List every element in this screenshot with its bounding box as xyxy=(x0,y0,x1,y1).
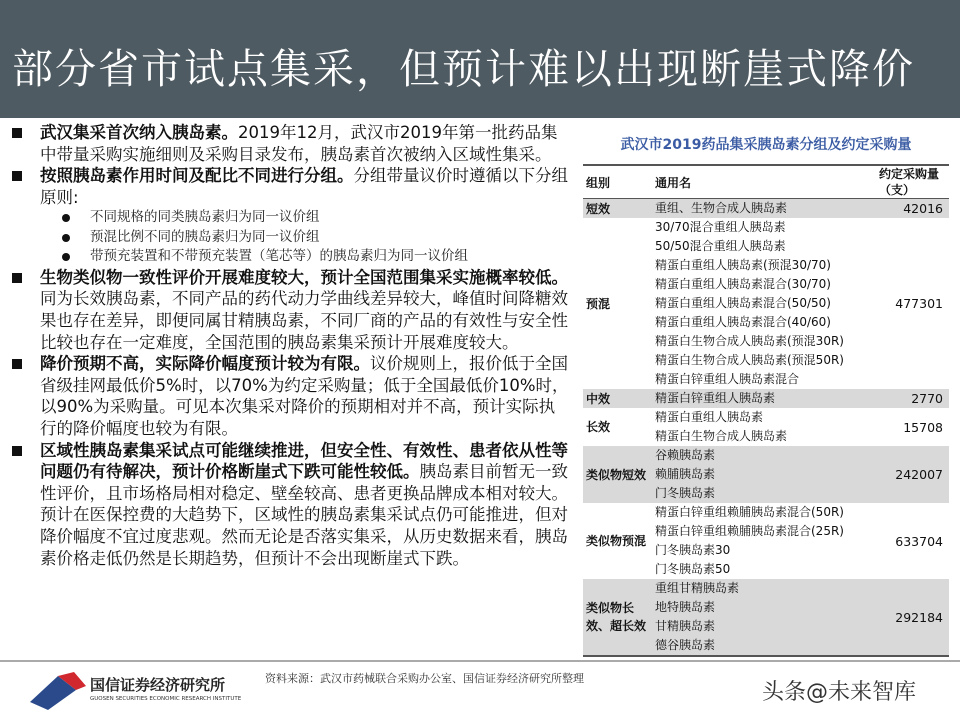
square-bullet-icon xyxy=(12,273,22,283)
bullet-text: 同为长效胰岛素，不同产品的药代动力学曲线差异较大，峰值时间降糖效果也存在差异，即便同属甘精胰岛素，不同厂商的产品的有效性与安全性比较也存在一定难度，全国范围的胰岛素集采预计开展难度较大。 xyxy=(40,289,568,352)
dot-bullet-icon xyxy=(62,214,70,222)
bullet-paragraph xyxy=(10,165,570,208)
qty-cell: 2770 xyxy=(869,389,949,408)
dot-bullet-icon xyxy=(62,253,70,261)
square-bullet-icon xyxy=(12,446,22,456)
generic-name: 精蛋白重组人胰岛素混合(50/50) xyxy=(655,296,831,310)
logo-icon xyxy=(28,668,88,712)
generic-name: 50/50混合重组人胰岛素 xyxy=(655,239,786,253)
bullet-paragraph xyxy=(10,353,570,439)
generic-name: 精蛋白生物合成人胰岛素(预混50R) xyxy=(655,353,844,367)
bullet-heading: 生物类似物一致性评价开展难度较大，预计全国范围集采实施概率较低。 xyxy=(40,267,568,287)
bullet-list xyxy=(10,122,570,569)
table-header xyxy=(583,165,949,199)
square-bullet-icon xyxy=(12,128,22,138)
table-row xyxy=(583,199,949,219)
sub-bullet xyxy=(10,247,570,267)
watermark: 头条@未来智库 xyxy=(762,680,917,705)
generic-name: 精蛋白锌重组人胰岛素混合 xyxy=(655,372,800,386)
logo xyxy=(28,668,248,712)
group-cell: 类似物预混 xyxy=(586,534,647,548)
qty-cell: 15708 xyxy=(903,419,943,435)
group-cell: 中效 xyxy=(583,389,653,408)
generic-name: 德谷胰岛素 xyxy=(655,638,716,652)
group-cell: 预混 xyxy=(586,296,611,311)
generic-name: 精蛋白重组人胰岛素(预混30/70) xyxy=(655,258,831,272)
table-row xyxy=(583,503,949,579)
logo-text: 国信证券经济研究所 xyxy=(90,676,226,694)
bullet-paragraph xyxy=(10,267,570,353)
square-bullet-icon xyxy=(12,171,22,181)
bullet-text: 分组带量议价时遵循以下分组原则: xyxy=(40,166,568,207)
sub-bullet-text: 预混比例不同的胰岛素归为同一议价组 xyxy=(90,228,320,245)
group-cell: 短效 xyxy=(583,199,653,219)
names-cell xyxy=(653,218,869,389)
footer-divider xyxy=(0,660,960,662)
sub-bullet xyxy=(10,228,570,248)
generic-name: 精蛋白重组人胰岛素混合(30/70) xyxy=(655,277,831,291)
qty-cell: 477301 xyxy=(895,296,943,311)
generic-name: 精蛋白锌重组赖脯胰岛素混合(50R) xyxy=(655,505,844,519)
names-cell xyxy=(653,408,869,446)
sub-bullet-text: 不同规格的同类胰岛素归为同一议价组 xyxy=(90,209,320,226)
bullet-heading: 按照胰岛素作用时间及配比不同进行分组。 xyxy=(40,166,354,186)
generic-name: 精蛋白重组人胰岛素 xyxy=(655,410,764,424)
group-cell: 类似物短效 xyxy=(583,446,653,503)
names-cell xyxy=(653,199,869,219)
bullet-heading: 区域性胰岛素集采试点可能继续推进，但安全性、有效性、患者依从性等问题仍有待解决，预计价格断崖式下跌可能性较低。 xyxy=(40,440,568,482)
header-name: 通用名 xyxy=(653,165,869,199)
header-qty: 约定采购量（支） xyxy=(869,165,949,199)
table-row xyxy=(583,446,949,503)
dot-bullet-icon xyxy=(62,234,70,242)
table-row xyxy=(583,389,949,408)
table-row xyxy=(583,218,949,389)
generic-name: 精蛋白生物合成人胰岛素 xyxy=(655,429,788,443)
generic-name: 精蛋白锌重组人胰岛素 xyxy=(655,391,776,405)
qty-cell: 42016 xyxy=(869,199,949,219)
bullet-text: 胰岛素目前暂无一致性评价，且市场格局相对稳定、壁垒较高、患者更换品牌成本相对较大。预计在医保控费的大趋势下，区域性的胰岛素集采试点仍可能推进，但对降价幅度不宜过度悲观。然而无论是否落实集采，从历史数据来看，胰岛素价格走低仍然是长期趋势，但预计不会出现断崖式下跌。 xyxy=(40,462,568,568)
generic-name: 甘精胰岛素 xyxy=(655,619,716,633)
insulin-group-table xyxy=(583,164,949,657)
bullet-heading: 降价预期不高，实际降价幅度预计较为有限。 xyxy=(40,354,370,374)
square-bullet-icon xyxy=(12,359,22,369)
logo-subtext: GUOSEN SECURITIES ECONOMIC RESEARCH INSTITUTE xyxy=(90,696,242,702)
table-row xyxy=(583,408,949,446)
table-row xyxy=(583,579,949,656)
group-cell: 类似物长效、超长效 xyxy=(583,579,653,656)
names-cell xyxy=(653,389,869,408)
qty-cell: 242007 xyxy=(869,446,949,503)
generic-name: 谷赖胰岛素 xyxy=(655,448,716,462)
qty-cell: 292184 xyxy=(869,579,949,656)
header-group: 组别 xyxy=(583,165,653,199)
source-note: 资料来源：武汉市药械联合采购办公室、国信证券经济研究所整理 xyxy=(265,672,584,685)
slide-title: 部分省市试点集采，但预计难以出现断崖式降价 xyxy=(12,45,915,93)
generic-name: 门冬胰岛素30 xyxy=(655,543,731,557)
generic-name: 赖脯胰岛素 xyxy=(655,467,716,481)
generic-name: 精蛋白重组人胰岛素混合(40/60) xyxy=(655,315,831,329)
table-title: 武汉市2019药品集采胰岛素分组及约定采购量 xyxy=(620,137,912,153)
generic-name: 门冬胰岛素50 xyxy=(655,562,731,576)
generic-name: 30/70混合重组人胰岛素 xyxy=(655,220,786,234)
generic-name: 门冬胰岛素 xyxy=(655,486,716,500)
generic-name: 精蛋白锌重组赖脯胰岛素混合(25R) xyxy=(655,524,844,538)
generic-name: 精蛋白生物合成人胰岛素(预混30R) xyxy=(655,334,844,348)
group-cell: 长效 xyxy=(586,420,611,434)
generic-name: 重组、生物合成人胰岛素 xyxy=(655,201,788,215)
names-cell xyxy=(653,503,869,579)
sub-bullet-text: 带预充装置和不带预充装置（笔芯等）的胰岛素归为同一议价组 xyxy=(90,248,468,265)
generic-name: 地特胰岛素 xyxy=(655,600,716,614)
sub-bullet xyxy=(10,208,570,228)
names-cell xyxy=(653,446,869,503)
qty-cell: 633704 xyxy=(895,533,943,549)
bullet-paragraph xyxy=(10,122,570,165)
title-bar xyxy=(0,0,960,118)
names-cell xyxy=(653,579,869,656)
bullet-text: 议价规则上，报价低于全国省级挂网最低价5%时，以70%为约定采购量；低于全国最低价10%时，以90%为采购量。可见本次集采对降价的预期相对并不高，预计实际执行的降价幅度也较为有限。 xyxy=(40,354,569,439)
bullet-heading: 武汉集采首次纳入胰岛素。 xyxy=(40,123,238,142)
bullet-paragraph xyxy=(10,440,570,570)
generic-name: 重组甘精胰岛素 xyxy=(655,581,740,595)
bullet-text: 2019年12月，武汉市2019年第一批药品集中带量采购实施细则及采购目录发布，胰岛素首次被纳入区域性集采。 xyxy=(40,123,558,164)
